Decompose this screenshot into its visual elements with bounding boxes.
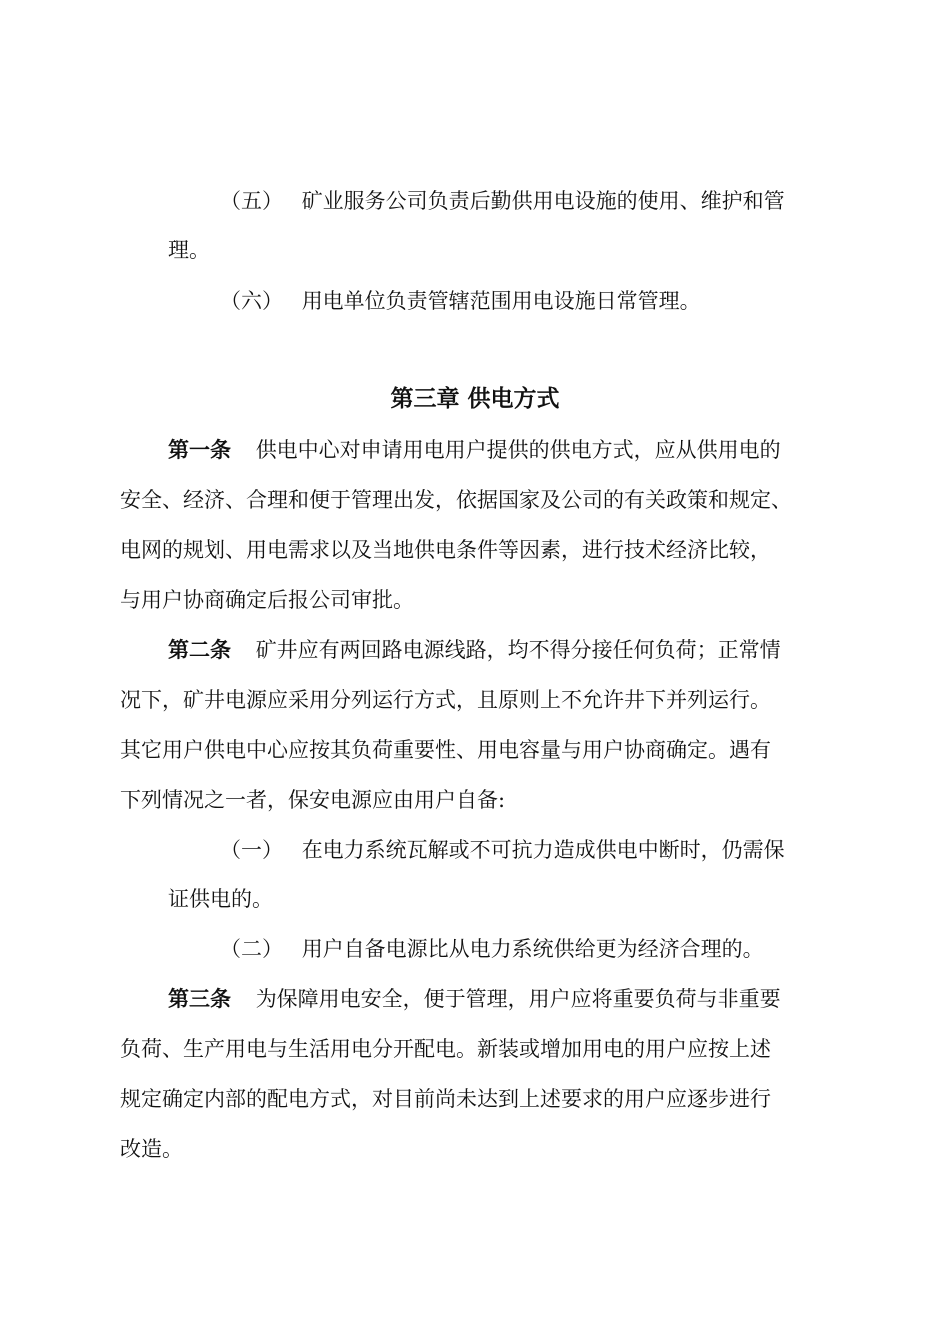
article-2-line-3: 其它用户供电中心应按其负荷重要性、用电容量与用户协商确定。遇有 [120, 738, 771, 762]
item-6 [220, 287, 701, 315]
article-2-line-4: 下列情况之一者，保安电源应由用户自备: [120, 788, 506, 812]
article-2-sub-2-label: （二） [220, 937, 283, 961]
article-2-sub-1-label: （一） [220, 838, 283, 862]
article-1-line-3: 电网的规划、用电需求以及当地供电条件等因素，进行技术经济比较， [120, 538, 771, 562]
article-2-sub-1-text: 在电力系统瓦解或不可抗力造成供电中断时，仍需保 [301, 838, 785, 862]
article-2-label: 第二条 [168, 637, 231, 662]
item-5 [220, 187, 785, 215]
article-2-text-1: 矿井应有两回路电源线路，均不得分接任何负荷；正常情 [255, 638, 781, 662]
item-5-text: 矿业服务公司负责后勤供用电设施的使用、维护和管 [301, 189, 785, 213]
article-3-line-2: 负荷、生产用电与生活用电分开配电。新装或增加用电的用户应按上述 [120, 1037, 771, 1061]
article-2-sub-2 [220, 935, 764, 963]
chapter-title: 第三章 供电方式 [390, 385, 560, 412]
article-2-line-2: 况下，矿井电源应采用分列运行方式，且原则上不允许井下并列运行。 [120, 688, 771, 712]
article-1-line-1 [168, 436, 781, 464]
article-1-label: 第一条 [168, 437, 231, 462]
article-2-line-1 [168, 636, 781, 664]
article-3-line-3: 规定确定内部的配电方式，对目前尚未达到上述要求的用户应逐步进行 [120, 1087, 771, 1111]
article-3-label: 第三条 [168, 986, 231, 1011]
article-3-text-1: 为保障用电安全，便于管理，用户应将重要负荷与非重要 [255, 987, 781, 1011]
article-1-line-2: 安全、经济、合理和便于管理出发，依据国家及公司的有关政策和规定、 [120, 488, 792, 512]
item-6-text: 用电单位负责管辖范围用电设施日常管理。 [301, 289, 701, 313]
article-2-sub-1 [220, 836, 785, 864]
article-2-sub-1-continuation: 证供电的。 [168, 887, 273, 911]
article-3-line-4: 改造。 [120, 1137, 183, 1161]
article-1-text-1: 供电中心对申请用电用户提供的供电方式，应从供用电的 [255, 438, 781, 462]
article-3-line-1 [168, 985, 781, 1013]
item-6-label: （六） [220, 289, 283, 313]
item-5-continuation: 理。 [168, 238, 210, 262]
article-1-line-4: 与用户协商确定后报公司审批。 [120, 588, 414, 612]
item-5-label: （五） [220, 189, 283, 213]
article-2-sub-2-text: 用户自备电源比从电力系统供给更为经济合理的。 [301, 937, 764, 961]
